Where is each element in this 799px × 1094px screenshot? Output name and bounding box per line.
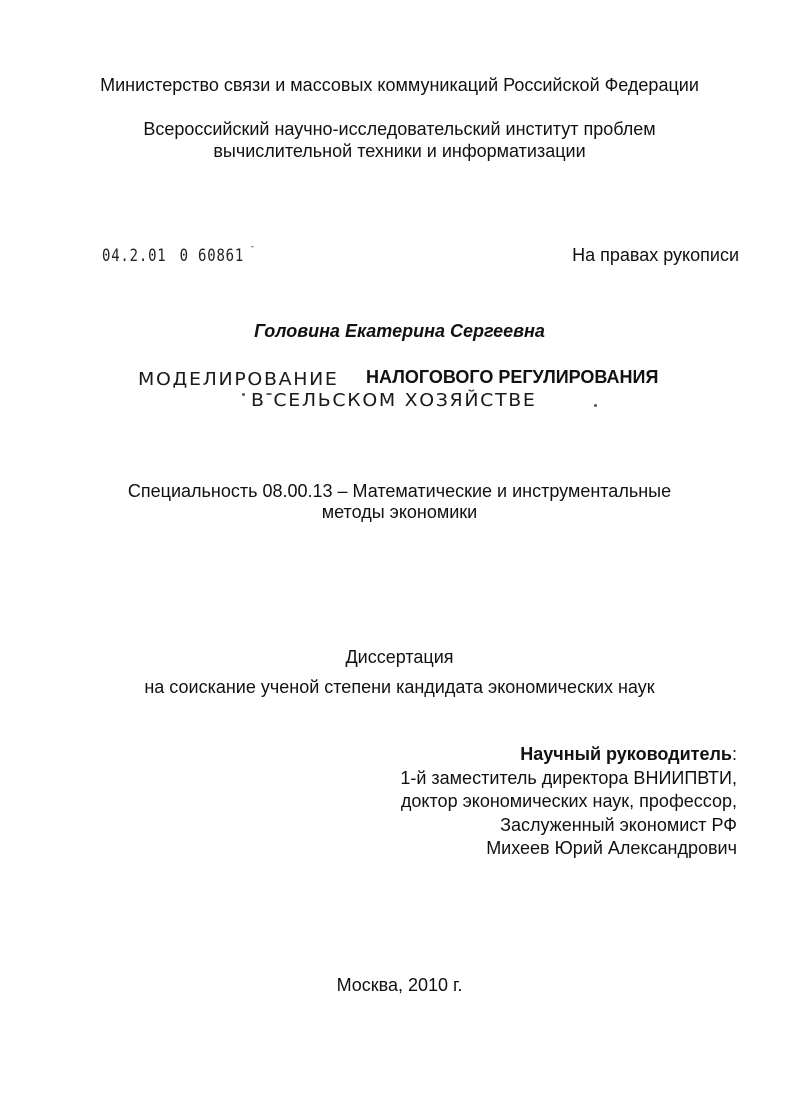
rights-note: На правах рукописи — [572, 245, 739, 265]
stamp-code-part-1: 04.2.01 — [102, 246, 167, 266]
supervisor-block — [400, 743, 737, 861]
place-year: Москва, 2010 г. — [336, 975, 463, 995]
title-printed-part: НАЛОГОВОГО РЕГУЛИРОВАНИЯ — [366, 367, 659, 387]
specialty-line-1: Специальность 08.00.13 – Математические и инструментальные — [127, 481, 672, 501]
supervisor-name: Михеев Юрий Александрович — [486, 838, 737, 858]
dissertation-type: Диссертация — [345, 647, 454, 667]
ink-dot — [594, 404, 597, 407]
supervisor-degree: доктор экономических наук, профессор, — [400, 791, 737, 811]
specialty-line-2: методы экономики — [321, 502, 478, 522]
supervisor-honor: Заслуженный экономист РФ — [500, 814, 737, 835]
stamp-tick: ˉ — [244, 246, 256, 257]
institute-line-2: вычислительной техники и информатизации — [213, 141, 586, 161]
registration-stamp — [102, 246, 256, 266]
supervisor-heading-line — [400, 743, 737, 767]
dissertation-title — [138, 366, 698, 416]
supervisor-heading: Научный руководитель — [520, 744, 732, 764]
institute-line-1: Всероссийский научно-исследовательский институт проблем — [143, 119, 656, 139]
title-handwritten-part-1: МОДЕЛИРОВАНИЕ — [138, 369, 339, 390]
supervisor-position: 1-й заместитель директора ВНИИПВТИ, — [400, 767, 737, 788]
ministry-line: Министерство связи и массовых коммуникаций Российской Федерации — [100, 75, 699, 95]
stamp-code-part-2: 0 60861 — [179, 246, 245, 266]
ink-mark — [242, 393, 245, 396]
supervisor-heading-colon: : — [731, 744, 737, 764]
author-name: Головина Екатерина Сергеевна — [254, 321, 545, 341]
title-handwritten-part-2: В СЕЛЬСКОМ ХОЗЯЙСТВЕ — [251, 390, 537, 411]
dissertation-purpose: на соискание ученой степени кандидата экономических наук — [144, 677, 655, 697]
